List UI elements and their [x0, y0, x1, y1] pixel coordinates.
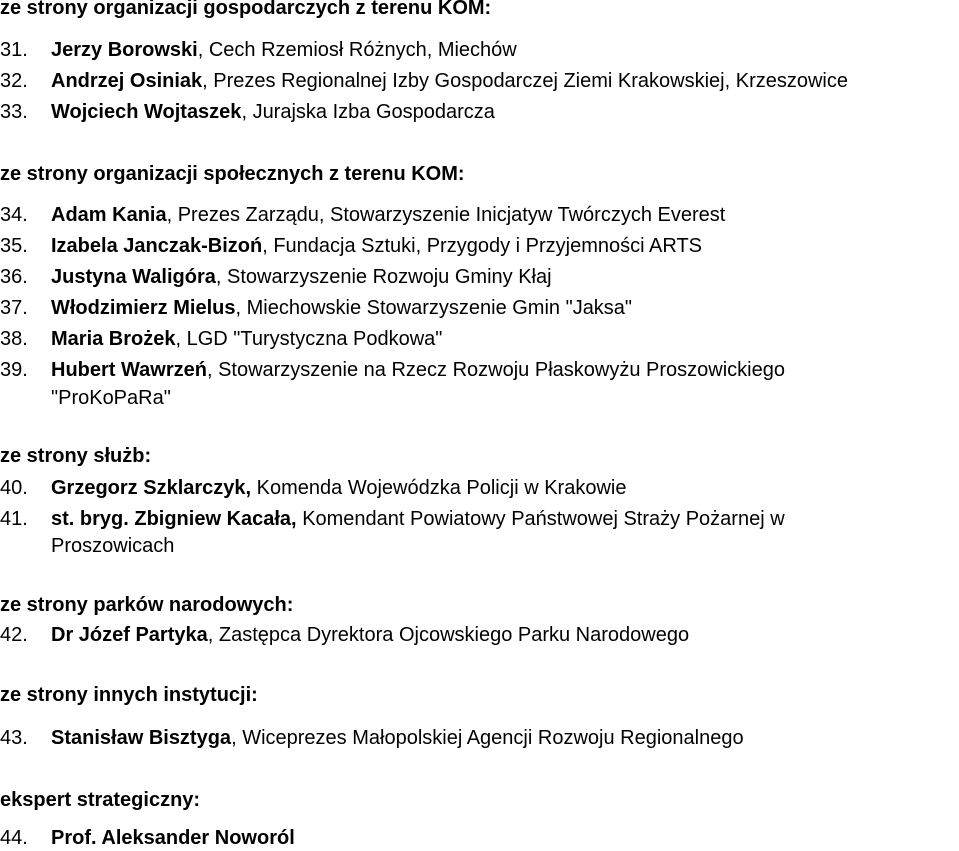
item-number: 34.: [0, 204, 28, 226]
person-name: Jerzy Borowski: [51, 39, 198, 61]
section-heading: ekspert strategiczny:: [0, 789, 201, 811]
item-number: 37.: [0, 297, 28, 319]
affiliation: Prezes Regionalnej Izby Gospodarczej Ziemi Krakowskiej, Krzeszowice: [213, 70, 848, 92]
item-number: 38.: [0, 328, 28, 350]
person-name: Izabela Janczak-Bizoń: [51, 235, 263, 257]
item-number: 40.: [0, 477, 28, 499]
person-name: Andrzej Osiniak: [51, 70, 203, 92]
affiliation: Komenda Wojewódzka Policji w Krakowie: [256, 477, 627, 499]
item-number: 33.: [0, 101, 28, 123]
item-number: 42.: [0, 624, 28, 646]
affiliation: Prezes Zarządu, Stowarzyszenie Inicjatyw Twórczych Everest: [177, 204, 726, 226]
person-name: st. bryg. Zbigniew Kacała,: [51, 508, 297, 530]
section-heading: ze strony parków narodowych:: [0, 594, 294, 616]
affiliation-continued: Proszowicach: [51, 535, 175, 557]
document-page: ze strony organizacji gospodarczych z terenu KOM: 31. Jerzy Borowski, Cech Rzemiosł Różnych, Miechów 32. Andrzej Osiniak, Prezes Regionalnej Izby Gospodarczej Ziemi Krakowskiej, Krzeszowice 33. Wojciech Wojtaszek, Jurajska Izba Gospodarcza ze strony organizacji społecznych z terenu KOM: 34. Adam Kania, Prezes Zarządu, Stowarzyszenie Inicjatyw Twórczych Everest 35. Izabela Janczak-Bizoń, Fundacja Sztuki, Przygody i Przyjemności ARTS 36. Justyna Waligóra, Stowarzyszenie Rozwoju Gminy Kłaj 37. Włodzimierz Mielus, Miechowskie Stowarzyszenie Gmin "Jaksa" 38. Maria Brożek, LGD "Turystyczna Podkowa" 39. Hubert Wawrzeń, Stowarzyszenie na Rzecz Rozwoju Płaskowyżu Proszowickiego "ProKoPaRa" ze strony służb: 40. Grzegorz Szklarczyk, Komenda Wojewódzka Policji w Krakowie 41. st. bryg. Zbigniew Kacała, Komendant Powiatowy Państwowej Straży Pożarnej w Proszowicach ze strony parków narodowych: 42. Dr Józef Partyka, Zastępca Dyrektora Ojcowskiego Parku Narodowego ze strony innych instytucji: 43. Stanisław Bisztyga, Wiceprezes Małopolskiej Agencji Rozwoju Regionalnego ekspert strategiczny: 44. Prof. Aleksander Noworól: [0, 0, 959, 851]
person-name: Grzegorz Szklarczyk,: [51, 477, 252, 499]
item-number: 43.: [0, 727, 28, 749]
section-heading: ze strony organizacji społecznych z terenu KOM:: [0, 163, 465, 185]
section-heading: ze strony służb:: [0, 445, 152, 467]
affiliation: Zastępca Dyrektora Ojcowskiego Parku Narodowego: [218, 624, 690, 646]
item-number: 36.: [0, 266, 28, 288]
person-name: Prof. Aleksander Noworól: [51, 827, 295, 849]
person-name: Maria Brożek: [51, 328, 176, 350]
item-number: 41.: [0, 508, 28, 530]
person-name: Stanisław Bisztyga: [51, 727, 232, 749]
item-number: 35.: [0, 235, 28, 257]
affiliation-continued: "ProKoPaRa": [51, 387, 171, 409]
affiliation: Komendant Powiatowy Państwowej Straży Pożarnej w: [302, 508, 785, 530]
affiliation: Jurajska Izba Gospodarcza: [252, 101, 495, 123]
affiliation: LGD "Turystyczna Podkowa": [186, 328, 443, 350]
person-name: Włodzimierz Mielus: [51, 297, 236, 319]
person-name: Wojciech Wojtaszek: [51, 101, 242, 123]
item-number: 32.: [0, 70, 28, 92]
item-number: 39.: [0, 359, 28, 381]
section-heading: ze strony innych instytucji:: [0, 684, 258, 706]
person-name: Justyna Waligóra: [51, 266, 216, 288]
affiliation: Stowarzyszenie Rozwoju Gminy Kłaj: [226, 266, 552, 288]
affiliation: Cech Rzemiosł Różnych, Miechów: [208, 39, 517, 61]
affiliation: Fundacja Sztuki, Przygody i Przyjemności ARTS: [273, 235, 702, 257]
person-name: Adam Kania: [51, 204, 167, 226]
affiliation: Miechowskie Stowarzyszenie Gmin "Jaksa": [246, 297, 633, 319]
affiliation: Stowarzyszenie na Rzecz Rozwoju Płaskowyżu Proszowickiego: [218, 359, 785, 381]
affiliation: Wiceprezes Małopolskiej Agencji Rozwoju Regionalnego: [242, 727, 744, 749]
item-number: 31.: [0, 39, 28, 61]
item-number: 44.: [0, 827, 28, 849]
person-name: Dr Józef Partyka: [51, 624, 208, 646]
section-heading: ze strony organizacji gospodarczych z terenu KOM:: [0, 0, 492, 19]
person-name: Hubert Wawrzeń: [51, 359, 207, 381]
